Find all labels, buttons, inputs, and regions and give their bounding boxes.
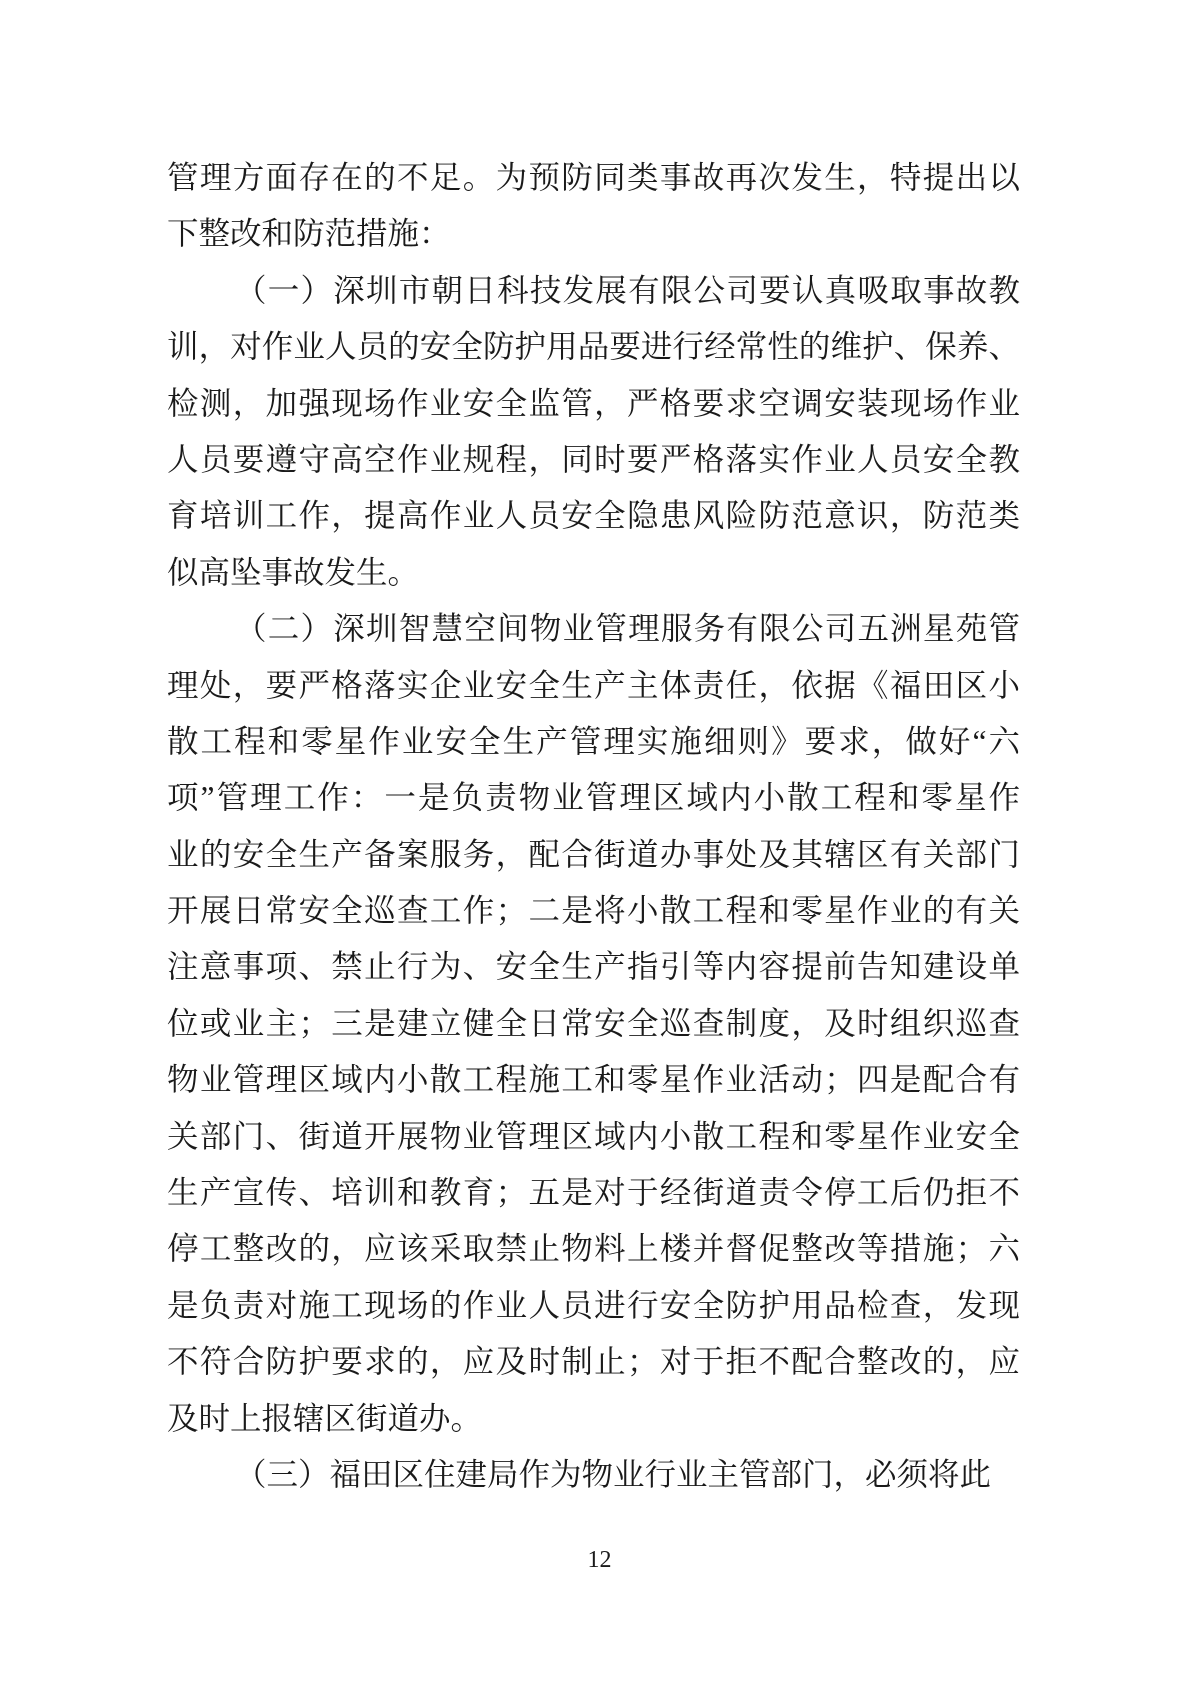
text-line: 业的安全生产备案服务，配合街道办事处及其辖区有关部门 (167, 836, 1020, 872)
text-line: 物业管理区域内小散工程施工和零星作业活动；四是配合有 (167, 1062, 1020, 1098)
text-line: 散工程和零星作业安全生产管理实施细则》要求，做好“六 (167, 723, 1020, 759)
text-line: （三）福田区住建局作为物业行业主管部门，必须将此 (235, 1456, 992, 1492)
text-line: 人员要遵守高空作业规程，同时要严格落实作业人员安全教 (167, 441, 1020, 477)
page-number: 12 (587, 1547, 612, 1573)
text-line: 及时上报辖区街道办。 (167, 1400, 483, 1436)
text-line: 管理方面存在的不足。为预防同类事故再次发生，特提出以 (167, 160, 1020, 195)
text-line: 停工整改的，应该采取禁止物料上楼并督促整改等措施；六 (167, 1231, 1020, 1267)
text-line: 是负责对施工现场的作业人员进行安全防护用品检查，发现 (167, 1287, 1020, 1323)
text-line: 育培训工作，提高作业人员安全隐患风险防范意识，防范类 (167, 498, 1020, 534)
text-line: 训，对作业人员的安全防护用品要进行经常性的维护、保养、 (167, 329, 1020, 365)
document-body (167, 150, 1020, 1503)
text-line: 生产宣传、培训和教育；五是对于经街道责令停工后仍拒不 (167, 1175, 1020, 1211)
text-line: 关部门、街道开展物业管理区域内小散工程和零星作业安全 (167, 1118, 1020, 1154)
text-line: （二）深圳智慧空间物业管理服务有限公司五洲星苑管 (235, 611, 1020, 647)
text-line: 似高坠事故发生。 (167, 554, 420, 590)
text-line: 不符合防护要求的，应及时制止；对于拒不配合整改的，应 (167, 1344, 1020, 1380)
text-line: 位或业主；三是建立健全日常安全巡查制度，及时组织巡查 (167, 1005, 1020, 1041)
text-line: 下整改和防范措施： (167, 216, 451, 252)
text-line: 开展日常安全巡查工作；二是将小散工程和零星作业的有关 (167, 893, 1020, 929)
text-line: 检测，加强现场作业安全监管，严格要求空调安装现场作业 (167, 385, 1020, 421)
text-line: 注意事项、禁止行为、安全生产指引等内容提前告知建设单 (167, 949, 1020, 985)
text-line: 项”管理工作：一是负责物业管理区域内小散工程和零星作 (167, 780, 1020, 816)
text-line: （一）深圳市朝日科技发展有限公司要认真吸取事故教 (235, 272, 1020, 308)
text-line: 理处，要严格落实企业安全生产主体责任，依据《福田区小 (167, 667, 1020, 703)
